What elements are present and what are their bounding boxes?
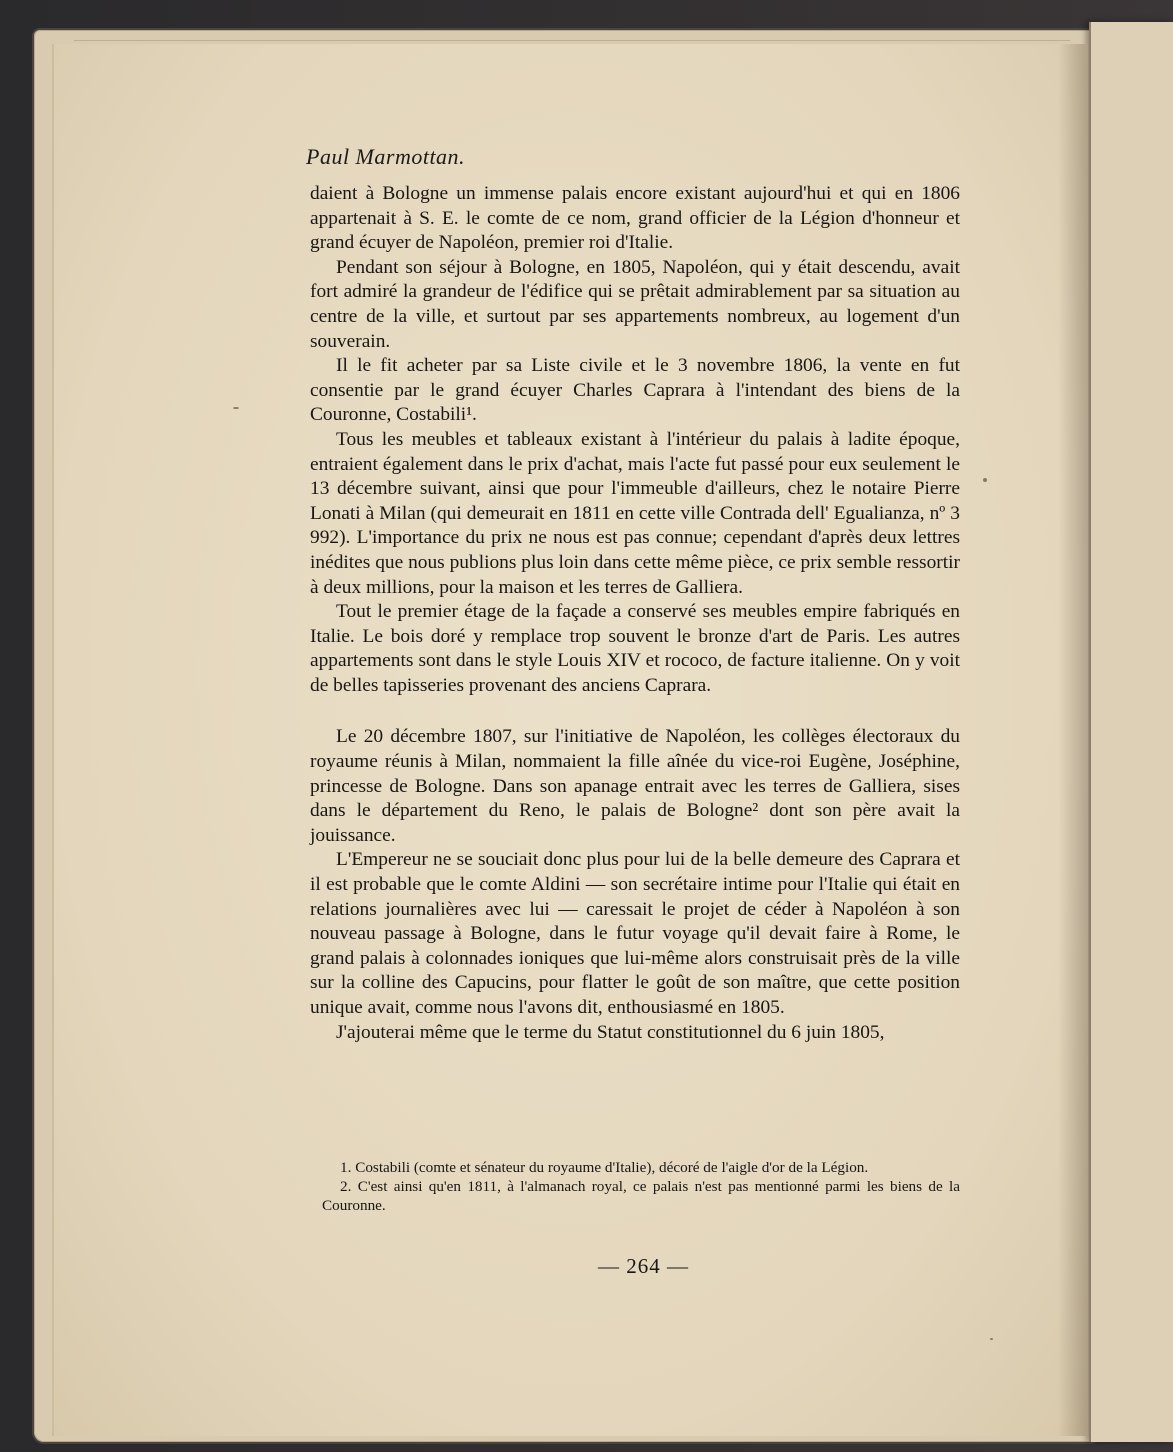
paragraph: Le 20 décembre 1807, sur l'initiative de Napoléon, les collèges électoraux du royaume réunis à Milan, nommaient la fille aînée du vice-roi Eugène, Joséphine, princesse de Bologne. Dans son apanage entrait avec les terres de Galliera, sises dans le département du Reno, le palais de Bologne² dont son père avait la jouissance.: [310, 726, 960, 846]
paper-speck: [983, 478, 987, 482]
paragraph: Il le fit acheter par sa Liste civile et le 3 novembre 1806, la vente en fut consentie par le grand écuyer Charles Caprara à l'intendant des biens de la Couronne, Costabili¹.: [310, 355, 960, 426]
page-number: — 264 —: [598, 1254, 689, 1278]
paragraph: L'Empereur ne se souciait donc plus pour lui de la belle demeure des Caprara et il est probable que le comte Aldini — son secrétaire intime pour l'Italie qui était en relations journalières avec lui — caressait le projet de céder à Napoléon à son nouveau passage à Bologne, dans le futur voyage qu'il devait faire à Rome, le grand palais à colonnades ioniques que lui-même alors construisait près de la ville sur la colline des Capucins, pour flatter le goût de son maître, que cette position unique avait, comme nous l'avons dit, enthousiasmé en 1805.: [310, 849, 960, 1018]
page-edge: [74, 40, 1070, 41]
paragraph: Tout le premier étage de la façade a conservé ses meubles empire fabriqués en Italie. Le bois doré y remplace trop souvent le bronze d'art de Paris. Les autres appartements sont dans le style Louis XIV et rococo, de facture italienne. On y voit de belles tapisseries provenant des anciens Caprara.: [310, 601, 960, 696]
facing-page-edge: [1089, 22, 1173, 1442]
running-head: Paul Marmottan.: [306, 144, 466, 169]
paragraph: J'ajouterai même que le terme du Statut constitutionnel du 6 juin 1805,: [336, 1021, 885, 1043]
body-text: [310, 182, 960, 1045]
paragraph: Pendant son séjour à Bologne, en 1805, Napoléon, qui y était descendu, avait fort admiré la grandeur de l'édifice qui se prêtait admirablement par sa situation au centre de la ville, et surtout par ses appartements nombreux, au logement d'un souverain.: [310, 256, 960, 352]
footnotes: [322, 1158, 960, 1215]
paragraph: daient à Bologne un immense palais encore existant aujourd'hui et qui en 1806 appartenait à S. E. le comte de ce nom, grand officier de la Légion d'honneur et grand écuyer de Napoléon, premier roi d'Italie.: [310, 183, 960, 254]
paper-speck: [233, 407, 239, 409]
gutter-shadow: [1058, 44, 1088, 1436]
paragraph: Tous les meubles et tableaux existant à l'intérieur du palais à ladite époque, entraient également dans le prix d'achat, mais l'acte fut passé pour eux seulement le 13 décembre suivant, ainsi que pour l'immeuble d'ailleurs, chez le notaire Pierre Lonati à Milan (qui demeurait en 1811 en cette ville Contrada dell' Egualianza, nº 3 992). L'importance du prix ne nous est pas connue; cependant d'après deux lettres inédites que nous publions plus loin dans cette même pièce, ce prix semble ressortir à deux millions, pour la maison et les terres de Galliera.: [310, 428, 960, 598]
footnote: 2. C'est ainsi qu'en 1811, à l'almanach royal, ce palais n'est pas mentionné parmi les biens de la Couronne.: [322, 1178, 960, 1214]
paper-speck: [990, 1338, 993, 1340]
footnote: 1. Costabili (comte et sénateur du royaume d'Italie), décoré de l'aigle d'or de la Légion.: [340, 1159, 869, 1176]
